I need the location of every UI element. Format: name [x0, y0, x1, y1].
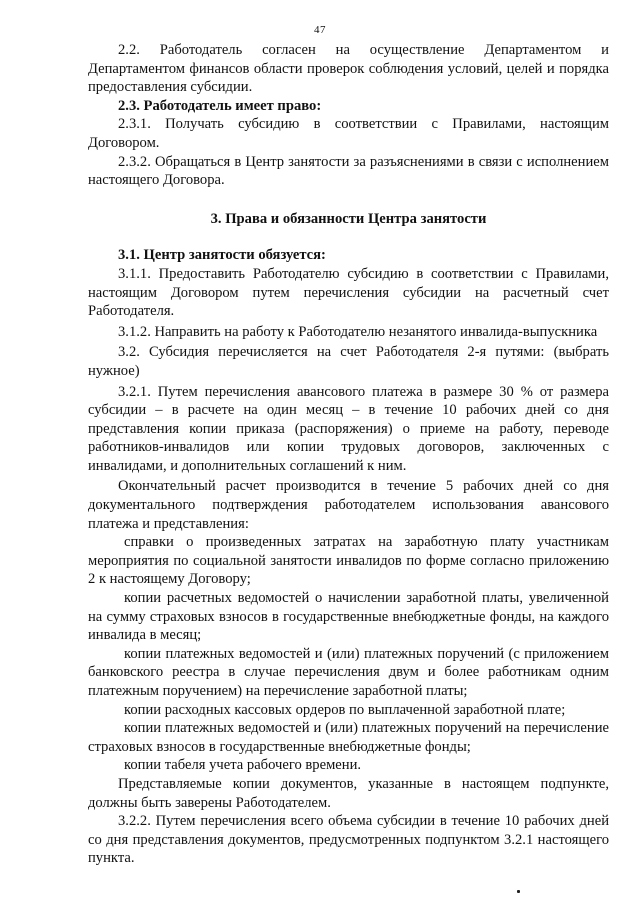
paragraph-copies-certified: Представляемые копии документов, указанные в настоящем подпункте, должны быть заверены Работодателем.: [88, 775, 609, 811]
scan-speck: [517, 890, 520, 893]
list-item: копии платежных ведомостей и (или) платежных поручений (с приложением банковского реестра в случае перечисления двум и более работникам одним платежным поручением) на перечисление заработной платы;: [88, 645, 609, 699]
paragraph-3-1-2: 3.1.2. Направить на работу к Работодателю незанятого инвалида-выпускника: [118, 323, 598, 340]
list-item: справки о произведенных затратах на заработную плату участникам мероприятия по социальной занятости инвалидов по форме согласно приложению 2 к настоящему Договору;: [88, 534, 609, 588]
section-3-title: 3. Права и обязанности Центра занятости: [210, 210, 487, 227]
list-item: копии платежных ведомостей и (или) платежных поручений на перечисление страховых взносов в государственные внебюджетные фонды;: [88, 720, 609, 755]
list-item: копии расчетных ведомостей о начислении заработной платы, увеличенной на сумму страховых взносов в государственные внебюджетные фонды, на каждого инвалида в месяц;: [88, 590, 609, 644]
paragraph-3-2-2: 3.2.2. Путем перечисления всего объема субсидии в течение 10 рабочих дней со дня представления документов, предусмотренных подпунктом 3.2.1 настоящего пункта.: [88, 813, 609, 867]
paragraph-2-2: 2.2. Работодатель согласен на осуществление Департаментом и Департаментом финансов области проверок соблюдения условий, целей и порядка предоставления субсидии.: [88, 42, 609, 96]
document-body: [88, 41, 609, 868]
list-item: копии расходных кассовых ордеров по выплаченной заработной плате;: [124, 701, 566, 718]
heading-2-3: 2.3. Работодатель имеет право:: [118, 97, 322, 114]
paragraph-2-3-1: 2.3.1. Получать субсидию в соответствии с Правилами, настоящим Договором.: [88, 116, 609, 151]
paragraph-3-2: 3.2. Субсидия перечисляется на счет Работодателя 2-я путями: (выбрать нужное): [88, 344, 609, 379]
paragraph-3-2-1: 3.2.1. Путем перечисления авансового платежа в размере 30 % от размера субсидии – в расчете на один месяц – в течение 10 рабочих дней со дня представления копии приказа (распоряжения) о приеме на работу, переводе работников-инвалидов или копии трудовых договоров, заключенных с инвалидами, и дополнительных соглашений к ним.: [88, 383, 609, 474]
paragraph-2-3-2: 2.3.2. Обращаться в Центр занятости за разъяснениями в связи с исполнением настоящего Договора.: [88, 153, 609, 189]
paragraph-final-calculation: Окончательный расчет производится в течение 5 рабочих дней со дня документального подтверждения работодателем использования авансового платежа и представления:: [88, 478, 609, 532]
page-number: 47: [314, 24, 326, 36]
paragraph-3-1-1: 3.1.1. Предоставить Работодателю субсидию в соответствии с Правилами, настоящим Договором путем перечисления субсидии на расчетный счет Работодателя.: [88, 265, 609, 320]
list-item: копии табеля учета рабочего времени.: [124, 757, 362, 774]
heading-3-1: 3.1. Центр занятости обязуется:: [118, 247, 326, 264]
